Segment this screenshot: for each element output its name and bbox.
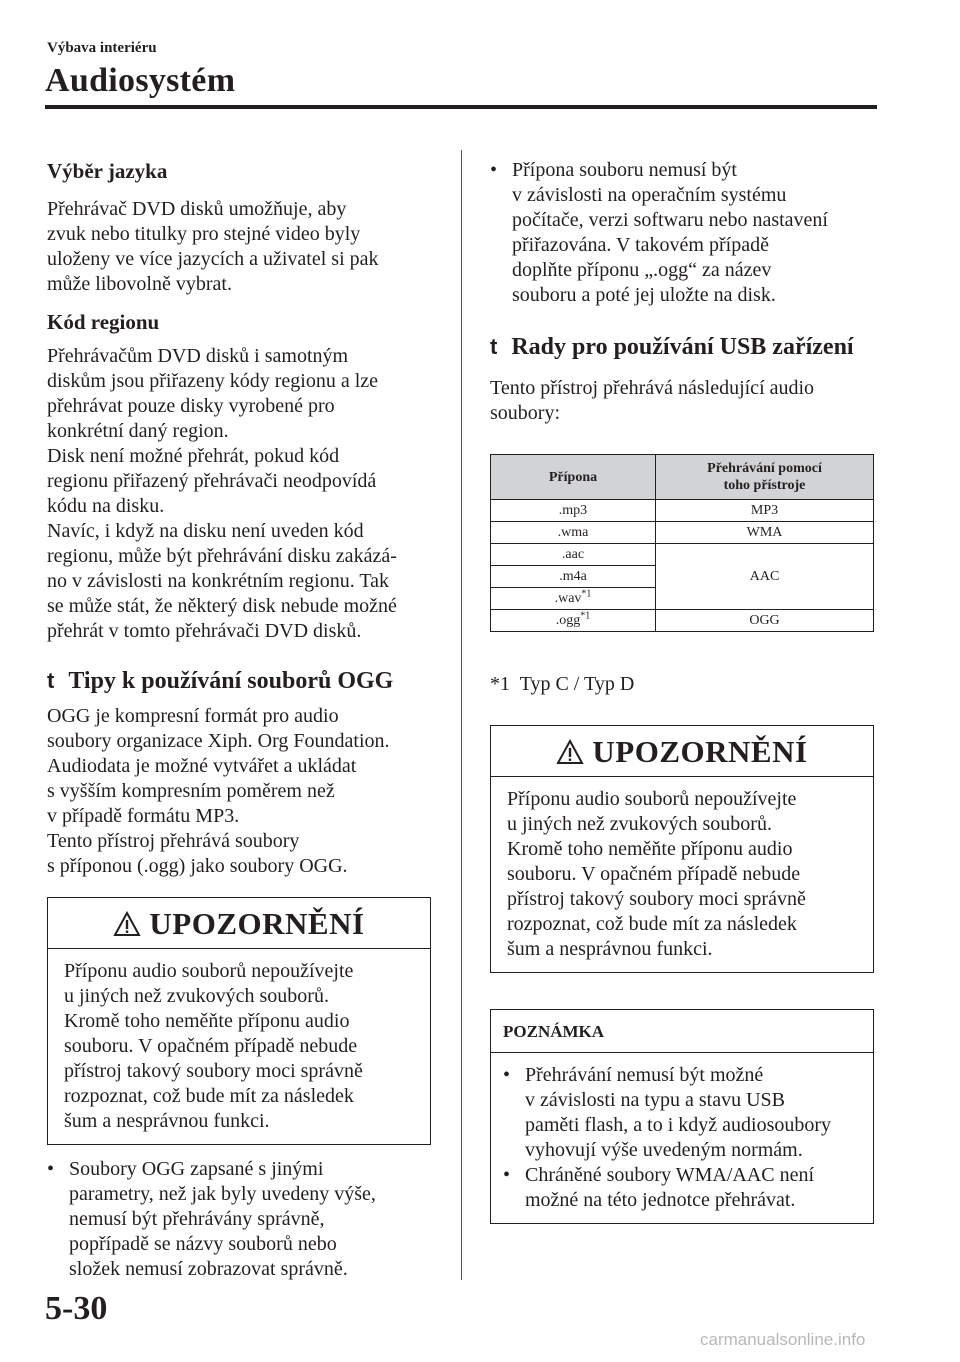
caution-header: [48, 898, 430, 949]
bullet-icon: •: [490, 159, 498, 181]
footnote-ref: *1: [580, 610, 591, 622]
table-row: [491, 522, 874, 544]
caution-title: UPOZORNĚNÍ: [592, 734, 808, 769]
note-title: POZNÁMKA: [491, 1010, 873, 1053]
note-box: [490, 1009, 874, 1224]
warning-icon: [556, 739, 584, 765]
cell-text: .ogg: [555, 613, 581, 628]
table-cell: .aac: [491, 544, 656, 566]
note-body: [491, 1053, 873, 1223]
bullet-icon: •: [47, 1158, 55, 1180]
bullet-text: Soubory OGG zapsané s jinými parametry, než jak byly uvedeny výše, nemusí být přehrávány správně, popřípadě se názvy souborů nebo složek nemusí zobrazovat správně.: [69, 1158, 376, 1280]
section-title-region: Kód regionu: [47, 310, 160, 334]
page-title: Audiosystém: [45, 62, 236, 99]
section-marker: t: [490, 334, 498, 359]
region-text: Přehrávačům DVD disků i samotným diskům jsou přiřazeny kódy regionu a lze přehrávat pouze disky vyrobené pro konkrétní daný region. Disk není možné přehrát, pokud kód regionu přiřazený přehrávači neodpovídá kódu na disku. Navíc, i když na disku není uveden kód regionu, může být přehrávání disku zakázá- no v závislosti na konkrétním regionu. Tak se může stát, že některý disk nebude možné přehrát v tomto přehrávači DVD disků.: [47, 345, 397, 642]
usb-text: Tento přístroj přehrává následující audio soubory:: [490, 377, 815, 424]
column-divider: [461, 150, 462, 1280]
left-column: [47, 158, 437, 1282]
bullet-text: Chráněné soubory WMA/AAC není možné na této jednotce přehrávat.: [525, 1164, 815, 1211]
list-item: [490, 158, 880, 308]
bullet-icon: •: [503, 1064, 511, 1086]
section-title-language: Výběr jazyka: [47, 159, 168, 183]
bullet-text: Přehrávání nemusí být možné v závislosti na typu a stavu USB paměti flash, a to i když audiosoubory vyhovují výše uvedeným normám.: [525, 1064, 832, 1161]
footnote-ref: *1: [581, 588, 592, 600]
table-cell: .m4a: [491, 566, 656, 588]
breadcrumb: Výbava interiéru: [47, 40, 157, 56]
heading-ogg: [47, 666, 437, 696]
ogg-text: OGG je kompresní formát pro audio soubory organizace Xiph. Org Foundation. Audiodata je možné vytvářet a ukládat s vyšším kompresním poměrem než v případě formátu MP3. Tento přístroj přehrává soubory s příponou (.ogg) jako soubory OGG.: [47, 705, 390, 877]
list-item: [503, 1063, 861, 1163]
cell-text: .wav: [554, 591, 582, 606]
table-row: [491, 610, 874, 632]
table-header-line: Přehrávání pomocí: [707, 461, 822, 476]
table-cell: OGG: [656, 610, 874, 632]
table-header-extension: Přípona: [491, 455, 656, 500]
caution-box: [490, 725, 874, 973]
footnote: *1 Typ C / Typ D: [490, 673, 635, 695]
bullet-text: Přípona souboru nemusí být v závislosti na operačním systému počítače, verzi softwaru nebo nastavení přiřazována. V takovém případě doplňte příponu „.ogg“ za název souboru a poté jej uložte na disk.: [512, 159, 828, 306]
table-cell: .mp3: [491, 500, 656, 522]
caution-box: [47, 897, 431, 1145]
caution-text: Příponu audio souborů nepoužívejte u jiných než zvukových souborů. Kromě toho neměňte příponu audio souboru. V opačném případě nebude přístroj takový soubory moci správně rozpoznat, což bude mít za následek šum a nesprávnou funkci.: [64, 960, 363, 1132]
header-rule: [45, 105, 877, 109]
caution-header: [491, 726, 873, 777]
list-item: [503, 1163, 861, 1213]
table-header-row: [491, 455, 874, 500]
table-cell: WMA: [656, 522, 874, 544]
right-column: [490, 158, 880, 1224]
table-row: [491, 500, 874, 522]
table-cell: AAC: [656, 544, 874, 610]
bullet-icon: •: [503, 1164, 511, 1186]
heading-usb-text: Rady pro používání USB zařízení: [511, 334, 854, 360]
watermark: carmanualsonline.info: [700, 1330, 866, 1349]
table-cell: MP3: [656, 500, 874, 522]
caution-text: Příponu audio souborů nepoužívejte u jiných než zvukových souborů. Kromě toho neměňte příponu audio souboru. V opačném případě nebude přístroj takový soubory moci správně rozpoznat, což bude mít za následek šum a nesprávnou funkci.: [507, 788, 806, 960]
language-text: Přehrávač DVD disků umožňuje, aby zvuk nebo titulky pro stejné video byly uloženy ve více jazycích a uživatel si pak může libovolně vybrat.: [47, 198, 379, 295]
caution-title: UPOZORNĚNÍ: [149, 906, 365, 941]
heading-ogg-text: Tipy k používání souborů OGG: [68, 668, 394, 694]
table-header-line: toho přístroje: [723, 478, 806, 493]
table-cell: .wma: [491, 522, 656, 544]
file-format-table: [490, 454, 874, 632]
section-marker: t: [47, 668, 55, 693]
heading-usb: [490, 332, 880, 362]
list-item: [47, 1157, 437, 1282]
table-row: [491, 544, 874, 566]
table-cell: [491, 588, 656, 610]
page-number: 5-30: [45, 1290, 108, 1327]
warning-icon: [113, 911, 141, 937]
table-header-playback: [656, 455, 874, 500]
table-cell: [491, 610, 656, 632]
